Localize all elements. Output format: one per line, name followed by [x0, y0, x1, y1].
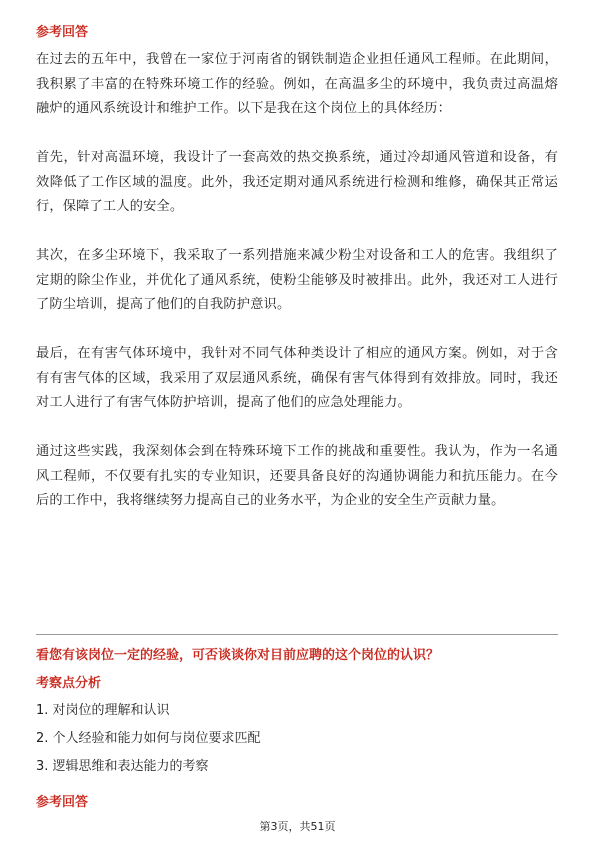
- answer-heading-2: 参考回答: [36, 795, 89, 810]
- paragraph: 首先，针对高温环境，我设计了一套高效的热交换系统，通过冷却通风管道和设备，有效降低了工作区域的温度。此外，我还定期对通风系统进行检测和维修，确保其正常运行，保障了工人的安全。: [36, 150, 558, 214]
- list-item: 3. 逻辑思维和表达能力的考察: [36, 759, 209, 774]
- paragraph: 通过这些实践，我深刻体会到在特殊环境下工作的挑战和重要性。我认为，作为一名通风工程师，不仅要有扎实的专业知识，还要具备良好的沟通协调能力和抗压能力。在今后的工作中，我将继续努力提高自己的业务水平，为企业的安全生产贡献力量。: [36, 444, 558, 508]
- page-footer: 第3页，共51页: [259, 820, 336, 833]
- analysis-heading: 考察点分析: [36, 676, 102, 691]
- paragraph: 最后，在有害气体环境中，我针对不同气体种类设计了相应的通风方案。例如，对于含有有害气体的区域，我采用了双层通风系统，确保有害气体得到有效排放。同时，我还对工人进行了有害气体防护培训，提高了他们的应急处理能力。: [36, 346, 558, 410]
- answer-heading: 参考回答: [36, 25, 89, 40]
- paragraph: 在过去的五年中，我曾在一家位于河南省的钢铁制造企业担任通风工程师。在此期间，我积累了丰富的在特殊环境工作的经验。例如，在高温多尘的环境中，我负责过高温熔融炉的通风系统设计和维护工作。以下是我在这个岗位上的具体经历：: [36, 52, 558, 116]
- list-item: 1. 对岗位的理解和认识: [36, 703, 170, 718]
- answer-body: [36, 48, 558, 514]
- section-divider: [36, 634, 558, 635]
- question-heading: 看您有该岗位一定的经验，可否谈谈你对目前应聘的这个岗位的认识？: [36, 648, 440, 663]
- list-item: 2. 个人经验和能力如何与岗位要求匹配: [36, 731, 261, 746]
- paragraph: 其次，在多尘环境下，我采取了一系列措施来减少粉尘对设备和工人的危害。我组织了定期的除尘作业，并优化了通风系统，使粉尘能够及时被排出。此外，我还对工人进行了防尘培训，提高了他们的自我防护意识。: [36, 248, 558, 312]
